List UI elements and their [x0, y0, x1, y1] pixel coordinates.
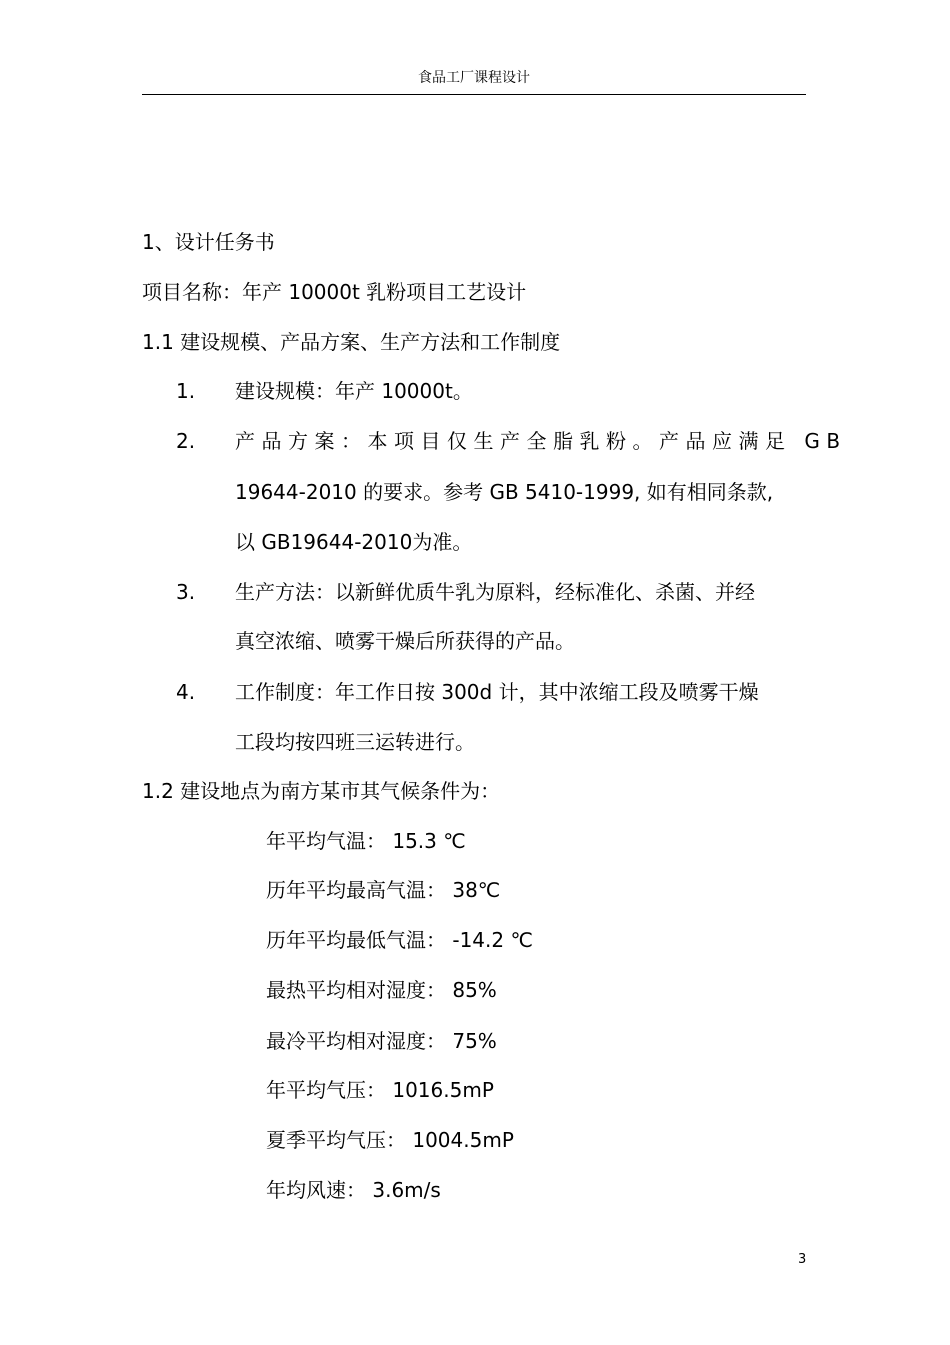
list-item-number: 2. — [176, 429, 196, 453]
section-1-2-title: 1.2 建设地点为南方某市其气候条件为： — [142, 779, 501, 803]
section-1-1-title: 1.1 建设规模、产品方案、生产方法和工作制度 — [142, 330, 561, 354]
climate-label: 历年平均最低气温： — [266, 928, 446, 952]
list-item-line: 建设规模：年产 10000t。 — [235, 379, 473, 403]
climate-label: 最冷平均相对湿度： — [266, 1029, 446, 1053]
section-heading: 1、设计任务书 — [142, 230, 275, 254]
climate-label: 历年平均最高气温： — [266, 878, 446, 902]
climate-label: 年均风速： — [266, 1178, 366, 1202]
list-item-line: 以 GB19644-2010为准。 — [235, 530, 473, 554]
list-item-line: 工段均按四班三运转进行。 — [235, 730, 475, 754]
header-rule — [142, 94, 806, 95]
climate-value: 1016.5mP — [392, 1078, 494, 1102]
list-item-line: 工作制度：年工作日按 300d 计，其中浓缩工段及喷雾干燥 — [235, 680, 759, 704]
climate-value: 1004.5mP — [412, 1128, 514, 1152]
climate-value: 75% — [452, 1029, 497, 1053]
climate-row — [266, 1077, 494, 1103]
climate-row — [266, 877, 500, 903]
climate-row — [266, 828, 466, 854]
running-header: 食品工厂课程设计 — [418, 70, 530, 86]
climate-value: 15.3 ℃ — [392, 829, 466, 853]
list-item-number: 4. — [176, 680, 196, 704]
climate-row — [266, 1177, 441, 1203]
list-item-number: 3. — [176, 580, 196, 604]
list-item-line: 生产方法：以新鲜优质牛乳为原料，经标准化、杀菌、并经 — [235, 580, 755, 604]
project-name: 项目名称：年产 10000t 乳粉项目工艺设计 — [142, 280, 527, 304]
list-item-number: 1. — [176, 379, 196, 403]
climate-row — [266, 1028, 497, 1054]
climate-row — [266, 927, 533, 953]
climate-value: 3.6m/s — [372, 1178, 441, 1202]
climate-row — [266, 977, 497, 1003]
climate-label: 年平均气压： — [266, 1078, 386, 1102]
list-item-line: 产品方案：本项目仅生产全脂乳粉。产品应满足 GB — [235, 429, 847, 453]
list-item-line: 真空浓缩、喷雾干燥后所获得的产品。 — [235, 629, 575, 653]
page-number: 3 — [798, 1252, 807, 1267]
climate-label: 最热平均相对湿度： — [266, 978, 446, 1002]
climate-value: -14.2 ℃ — [452, 928, 533, 952]
climate-row — [266, 1127, 514, 1153]
climate-label: 年平均气温： — [266, 829, 386, 853]
climate-value: 38℃ — [452, 878, 501, 902]
list-item-line: 19644-2010 的要求。参考 GB 5410-1999, 如有相同条款, — [235, 480, 774, 504]
climate-value: 85% — [452, 978, 497, 1002]
climate-label: 夏季平均气压： — [266, 1128, 406, 1152]
